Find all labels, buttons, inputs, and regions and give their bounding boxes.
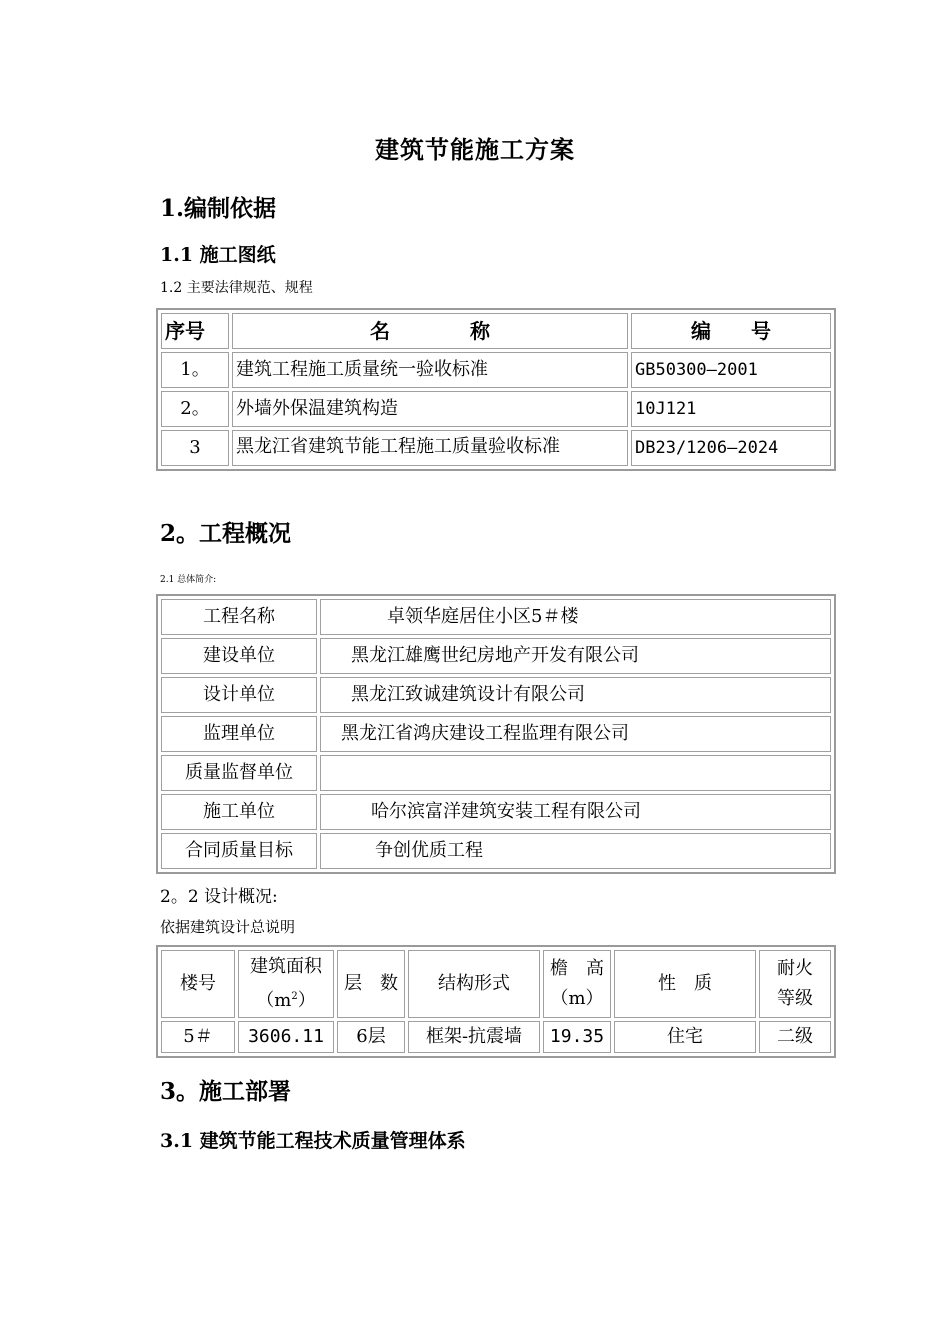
header-cell-fire xyxy=(759,950,831,1018)
header-cell: 楼号 xyxy=(161,950,235,1018)
table-row xyxy=(161,352,831,388)
table-cell: 1。 xyxy=(161,352,229,388)
header-cell-eave xyxy=(543,950,611,1018)
table-row xyxy=(161,430,831,466)
table-cell: 3 xyxy=(161,430,229,466)
table-cell: GB50300—2001 xyxy=(631,352,831,388)
row-value xyxy=(320,755,831,791)
table-cell: DB23/1206—2024 xyxy=(631,430,831,466)
header-cell: 结构形式 xyxy=(408,950,540,1018)
table-row xyxy=(161,1021,831,1053)
table-header-row xyxy=(161,950,831,1018)
section-3-1-heading: 3.1 建筑节能工程技术质量管理体系 xyxy=(160,1130,466,1152)
row-label: 工程名称 xyxy=(161,599,317,635)
header-cell: 层 数 xyxy=(337,950,405,1018)
row-value: 卓领华庭居住小区5＃楼 xyxy=(320,599,831,635)
row-label: 建设单位 xyxy=(161,638,317,674)
table-row xyxy=(161,794,831,830)
header-line: 等级 xyxy=(777,988,813,1009)
row-value: 黑龙江雄鹰世纪房地产开发有限公司 xyxy=(320,638,831,674)
table-row xyxy=(161,391,831,427)
design-note: 依据建筑设计总说明 xyxy=(160,918,296,936)
table-header-row xyxy=(161,313,831,349)
row-value: 黑龙江省鸿庆建设工程监理有限公司 xyxy=(320,716,831,752)
header-line: （m） xyxy=(550,988,604,1009)
section-2-2-heading: 2。2 设计概况: xyxy=(160,887,278,907)
section-2-heading: 2。工程概况 xyxy=(160,520,292,547)
table-cell: 黑龙江省建筑节能工程施工质量验收标准 xyxy=(232,430,628,466)
section-1-heading: 1.编制依据 xyxy=(160,195,277,222)
design-overview-table xyxy=(156,945,836,1058)
table-cell: 二级 xyxy=(759,1021,831,1053)
unit-superscript: 2 xyxy=(291,991,298,1002)
row-label: 设计单位 xyxy=(161,677,317,713)
header-cell: 编 号 xyxy=(631,313,831,349)
section-3-heading: 3。施工部署 xyxy=(160,1078,292,1105)
row-value: 哈尔滨富洋建筑安装工程有限公司 xyxy=(320,794,831,830)
table-row xyxy=(161,638,831,674)
table-cell: 2。 xyxy=(161,391,229,427)
header-line: 檐 高 xyxy=(550,958,604,979)
table-row xyxy=(161,599,831,635)
row-value: 争创优质工程 xyxy=(320,833,831,869)
table-cell: 外墙外保温建筑构造 xyxy=(232,391,628,427)
row-label: 合同质量目标 xyxy=(161,833,317,869)
header-cell-area xyxy=(238,950,334,1018)
table-cell: 5＃ xyxy=(161,1021,235,1053)
row-value: 黑龙江致诚建筑设计有限公司 xyxy=(320,677,831,713)
header-cell: 性 质 xyxy=(614,950,756,1018)
row-label: 质量监督单位 xyxy=(161,755,317,791)
header-cell: 序号 xyxy=(161,313,229,349)
header-cell: 名 称 xyxy=(232,313,628,349)
header-line: 建筑面积 xyxy=(250,956,322,977)
header-line: 耐火 xyxy=(777,958,813,979)
page-title: 建筑节能施工方案 xyxy=(375,135,575,164)
row-label: 施工单位 xyxy=(161,794,317,830)
section-1-2-heading: 1.2 主要法律规范、规程 xyxy=(160,280,313,296)
table-cell: 6层 xyxy=(337,1021,405,1053)
table-row xyxy=(161,677,831,713)
project-overview-table xyxy=(156,594,836,874)
table-cell: 10J121 xyxy=(631,391,831,427)
standards-table xyxy=(156,308,836,471)
header-unit-line xyxy=(242,982,330,1016)
unit-text: （m xyxy=(256,990,292,1011)
table-cell: 框架-抗震墙 xyxy=(408,1021,540,1053)
table-row xyxy=(161,833,831,869)
table-row xyxy=(161,755,831,791)
table-cell: 建筑工程施工质量统一验收标准 xyxy=(232,352,628,388)
table-cell: 19.35 xyxy=(543,1021,611,1053)
section-1-1-heading: 1.1 施工图纸 xyxy=(160,244,276,266)
table-cell: 3606.11 xyxy=(238,1021,334,1053)
row-label: 监理单位 xyxy=(161,716,317,752)
table-cell: 住宅 xyxy=(614,1021,756,1053)
unit-text: ） xyxy=(297,990,316,1011)
section-2-1-heading: 2.1 总体简介: xyxy=(160,575,217,585)
table-row xyxy=(161,716,831,752)
